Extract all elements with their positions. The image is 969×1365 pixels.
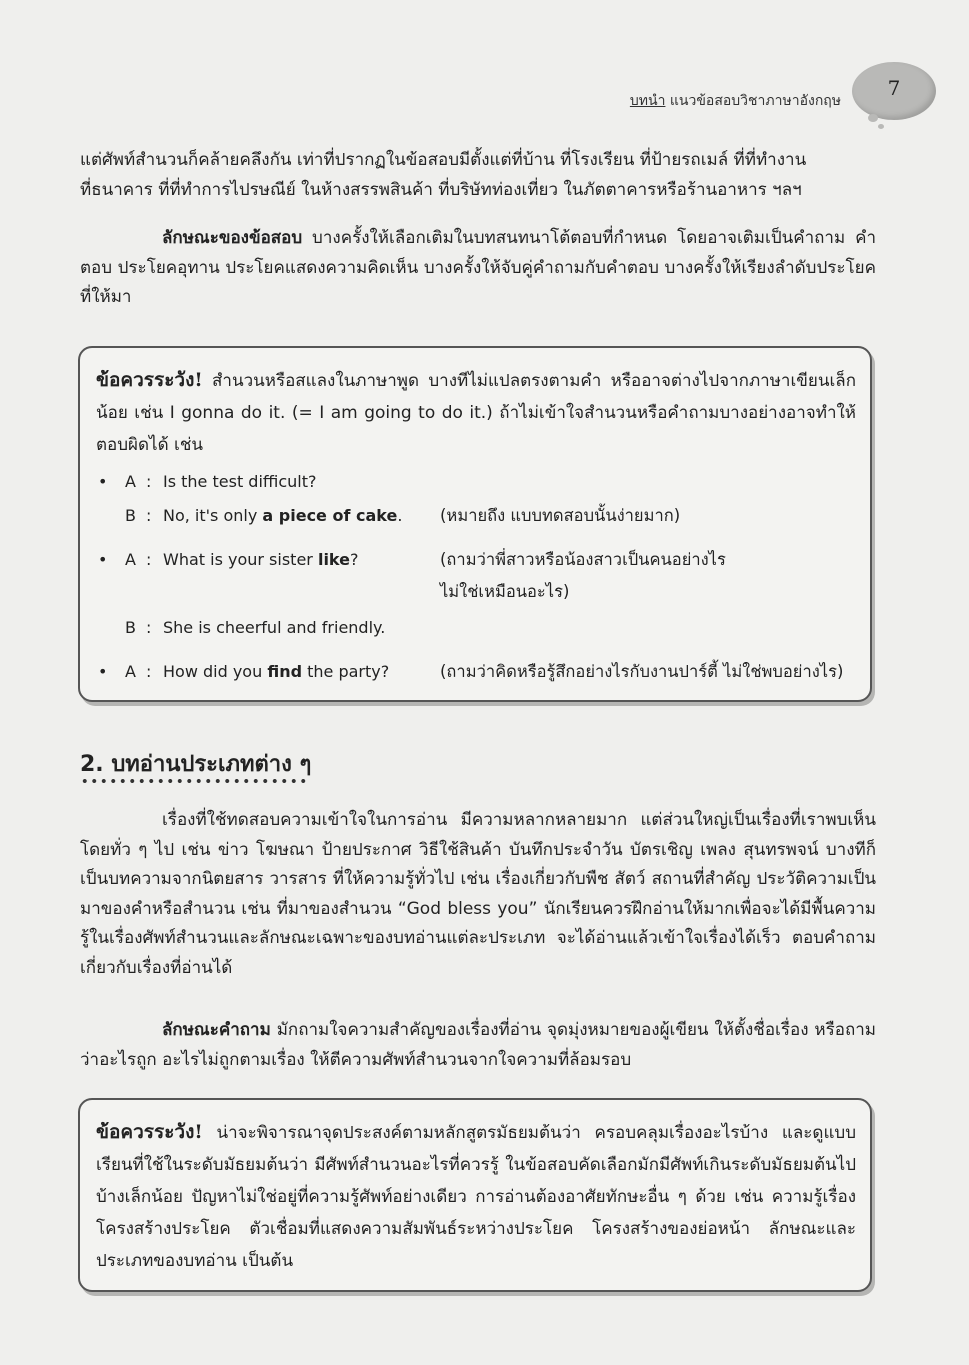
colon: : (146, 550, 152, 569)
thai-note: (ถามว่าพี่สาวหรือน้องสาวเป็นคนอย่างไร (440, 550, 726, 569)
speaker: A (125, 472, 136, 491)
exam-nature-text: บางครั้งให้เลือกเติมในบทสนทนาโต้ตอบที่กำหนด โดยอาจเติมเป็นคำถาม คำตอบ ประโยคอุทาน ประโยคแสดงความคิดเห็น บางครั้งให้จับคู่คำถามกับคำตอบ บางครั้งให้เรียงลำดับประโยคที่ให้มา (80, 228, 876, 307)
caution-body: น่าจะพิจารณาจุดประสงค์ตามหลักสูตรมัธยมต้นว่า ครอบคลุมเรื่องอะไรบ้าง และดูแบบเรียนที่ใช้ในระดับมัธยมต้นว่า มีศัพท์สำนวนอะไรที่ควรรู้ ในข้อสอบคัดเลือกมักมีศัพท์เกินระดับมัธยมต้นไปบ้างเล็กน้อย ปัญหาไม่ใช่อยู่ที่ความรู้ศัพท์อย่างเดียว การอ่านต้องอาศัยทักษะอื่น ๆ ด้วย เช่น ความรู้เรื่องโครงสร้างประโยค ตัวเชื่อมที่แสดงความสัมพันธ์ระหว่างประโยค โครงสร้างของย่อหน้า ลักษณะและประเภทของบทอ่าน เป็นต้น (96, 1123, 856, 1271)
thai-note: (ถามว่าคิดหรือรู้สึกอย่างไรกับงานปาร์ตี้ ไม่ใช่พบอย่างไร) (440, 662, 844, 681)
bullet: • (98, 550, 108, 569)
example-line (98, 550, 858, 614)
running-header (630, 90, 841, 112)
bullet: • (98, 662, 108, 681)
dotted-underline (80, 778, 306, 784)
idiom: like (317, 550, 350, 569)
speaker: B (125, 618, 136, 637)
speaker: A (125, 662, 136, 681)
caution-label: ข้อควรระวัง! (96, 1121, 203, 1143)
colon: : (146, 618, 152, 637)
english-sentence: Is the test difficult? (163, 472, 317, 491)
speaker: A (125, 550, 136, 569)
thai-note: (หมายถึง แบบทดสอบนั้นง่ายมาก) (440, 506, 681, 525)
chapter-title: แนวข้อสอบวิชาภาษาอังกฤษ (669, 93, 841, 109)
example-line (98, 618, 858, 650)
caution-text (96, 1116, 856, 1277)
colon: : (146, 506, 152, 525)
intro-line: ที่ธนาคาร ที่ที่ทำการไปรษณีย์ ในห้างสรรพสินค้า ที่บริษัทท่องเที่ยว ในภัตตาคารหรือร้านอาหาร ฯลฯ (80, 179, 802, 200)
colon: : (146, 472, 152, 491)
intro-line: แต่ศัพท์สำนวนก็คล้ายคลึงกัน เท่าที่ปรากฏในข้อสอบมีตั้งแต่ที่บ้าน ที่โรงเรียน ที่ป้ายรถเมล์ ที่ที่ทำงาน (80, 150, 807, 170)
chapter-label: บทนำ (629, 93, 666, 109)
example-line (98, 662, 858, 694)
page-number-bubble (852, 62, 936, 120)
thai-note: ไม่ใช่เหมือนอะไร) (440, 582, 570, 601)
caution-box (78, 1098, 872, 1292)
caution-box (78, 346, 872, 702)
colon: : (146, 662, 152, 681)
idiom: a piece of cake (262, 506, 398, 525)
section-title: 2. บทอ่านประเภทต่าง ๆ (80, 752, 312, 777)
idiom: find (267, 662, 303, 681)
caution-body: สำนวนหรือสแลงในภาษาพูด บางทีไม่แปลตรงตามคำ หรืออาจต่างไปจากภาษาเขียนเล็กน้อย เช่น I gonna do it. (= I am going to do it.) ถ้าไม่เข้าใจสำนวนหรือคำถามบางอย่างอาจทำให้ตอบผิดได้ เช่น (96, 371, 856, 455)
bubble-tail-dot (878, 124, 884, 129)
caution-label: ข้อควรระวัง! (96, 369, 203, 391)
question-nature-heading: ลักษณะคำถาม (162, 1020, 271, 1040)
english-sentence: She is cheerful and friendly. (163, 618, 386, 637)
bubble-tail-dot (868, 114, 878, 122)
intro-paragraph (80, 146, 876, 205)
reading-types-paragraph: เรื่องที่ใช้ทดสอบความเข้าใจในการอ่าน มีความหลากหลายมาก แต่ส่วนใหญ่เป็นเรื่องที่เราพบเห็นโดยทั่ว ๆ ไป เช่น ข่าว โฆษณา ป้ายประกาศ วิธีใช้สินค้า บันทึกประจำวัน บัตรเชิญ เพลง สุนทรพจน์ บางทีก็เป็นบทความจากนิตยสาร วารสาร ที่ให้ความรู้ทั่วไป เช่น เรื่องเกี่ยวกับพืช สัตว์ สถานที่สำคัญ ประวัติความเป็นมาของคำหรือสำนวน เช่น ที่มาของสำนวน “God bless you” นักเรียนควรฝึกอ่านให้มากเพื่อจะได้มีพื้นความรู้ในเรื่องศัพท์สำนวนและลักษณะเฉพาะของบทอ่านแต่ละประเภท จะได้อ่านแล้วเข้าใจเรื่องได้เร็ว ตอบคำถามเกี่ยวกับเรื่องที่อ่านได้ (80, 810, 876, 978)
speaker: B (125, 506, 136, 525)
english-sentence: How did you find the party? (163, 662, 390, 681)
example-line (98, 506, 858, 538)
caution-text (96, 364, 856, 461)
english-sentence: No, it's only a piece of cake. (163, 506, 403, 525)
bullet: • (98, 472, 108, 491)
exam-nature-heading: ลักษณะของข้อสอบ (162, 228, 303, 248)
english-sentence: What is your sister like? (163, 550, 359, 569)
exam-nature-paragraph (80, 224, 876, 313)
question-nature-paragraph (80, 1016, 876, 1075)
page-number: 7 (887, 76, 901, 100)
question-nature-text: มักถามใจความสำคัญของเรื่องที่อ่าน จุดมุ่งหมายของผู้เขียน ให้ตั้งชื่อเรื่อง หรือถามว่าอะไรถูก อะไรไม่ถูกตามเรื่อง ให้ตีความศัพท์สำนวนจากใจความที่ล้อมรอบ (80, 1020, 876, 1070)
